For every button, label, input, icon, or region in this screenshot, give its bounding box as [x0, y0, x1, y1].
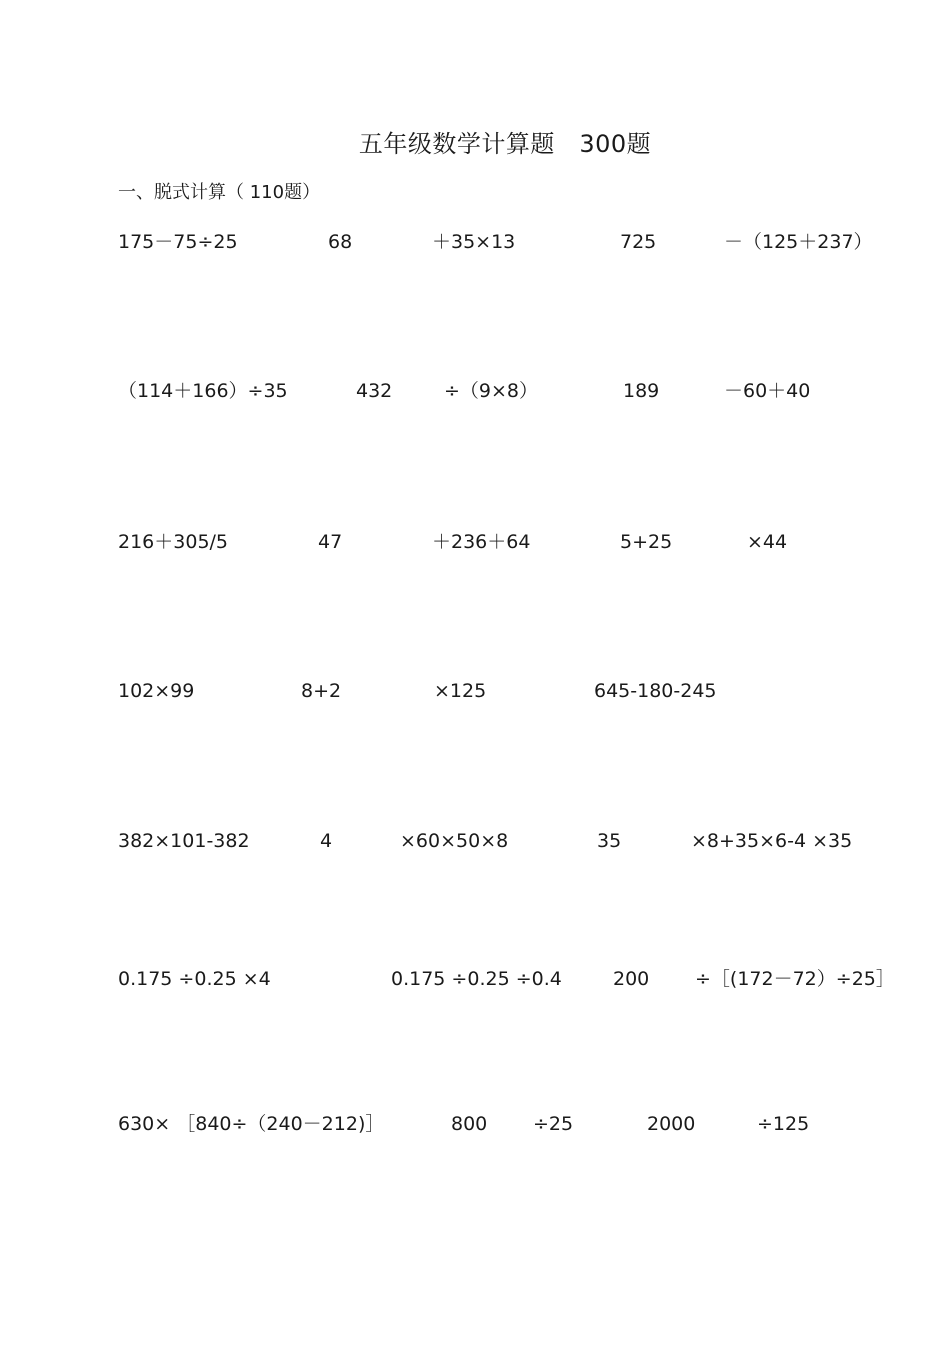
problem-fragment: ÷（9×8） — [444, 380, 539, 402]
problem-fragment: ×8+35×6-4 ×35 — [691, 830, 853, 852]
problem-fragment: 0.175 ÷0.25 ×4 — [118, 968, 271, 990]
problem-fragment: ×60×50×8 — [400, 830, 509, 852]
problem-fragment: 200 — [613, 968, 650, 990]
problem-fragment: （114＋166）÷35 — [118, 380, 288, 402]
problem-fragment: 35 — [597, 830, 622, 852]
problem-fragment: ×125 — [434, 680, 487, 702]
problem-fragment: 68 — [328, 231, 353, 253]
problem-fragment: 645-180-245 — [594, 680, 717, 702]
problem-fragment: ÷25 — [533, 1113, 574, 1135]
problem-fragment: 2000 — [647, 1113, 696, 1135]
problem-fragment: ×44 — [747, 531, 788, 553]
problem-fragment: ＋35×13 — [432, 231, 516, 253]
problem-fragment: ＋236＋64 — [432, 531, 531, 553]
problem-fragment: ÷［(172－72）÷25］ — [695, 968, 895, 990]
problem-fragment: 47 — [318, 531, 343, 553]
problem-fragment: 725 — [620, 231, 657, 253]
problem-fragment: 216＋305/5 — [118, 531, 229, 553]
section-heading: 一、脱式计算（ 110题） — [118, 182, 321, 203]
problem-fragment: 630× ［840÷（240－212)］ — [118, 1113, 385, 1135]
problem-fragment: 432 — [356, 380, 393, 402]
problem-fragment: －60＋40 — [724, 380, 811, 402]
problem-fragment: ÷125 — [757, 1113, 810, 1135]
problem-fragment: 189 — [623, 380, 660, 402]
problem-fragment: 175－75÷25 — [118, 231, 238, 253]
problem-fragment: 800 — [451, 1113, 488, 1135]
problem-fragment: 5+25 — [620, 531, 673, 553]
page-title: 五年级数学计算题 300题 — [358, 130, 652, 158]
problem-fragment: 0.175 ÷0.25 ÷0.4 — [391, 968, 562, 990]
problem-fragment: 4 — [320, 830, 333, 852]
problem-fragment: 382×101-382 — [118, 830, 250, 852]
problem-fragment: 102×99 — [118, 680, 195, 702]
problem-fragment: －（125＋237） — [724, 231, 873, 253]
problem-fragment: 8+2 — [301, 680, 342, 702]
